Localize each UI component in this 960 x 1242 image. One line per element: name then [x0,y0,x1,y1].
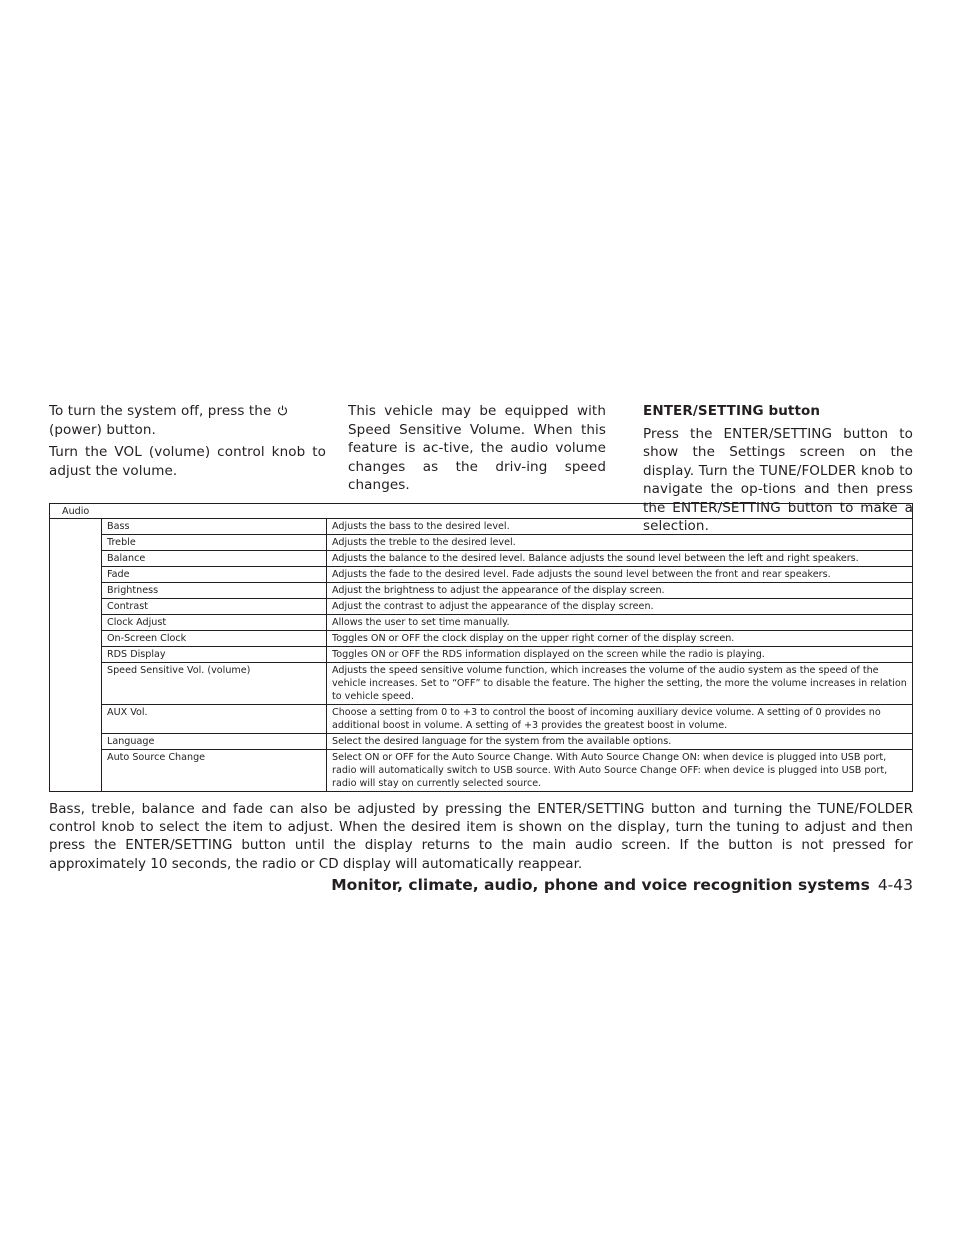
setting-description: Select ON or OFF for the Auto Source Change. With Auto Source Change ON: when device is plugged into USB port, radio will automatically switch to USB source. With Auto Source Change OFF: when device is plugged into USB port, radio will stay on currently selected source. [332,752,888,789]
setting-description: Adjust the brightness to adjust the appearance of the display screen. [332,585,665,596]
setting-name: Clock Adjust [102,615,327,630]
audio-settings-table [49,503,913,792]
table-row [102,631,912,647]
power-off-text: To turn the system off, press the [49,403,272,419]
table-row [102,750,912,791]
setting-name: Balance [102,551,327,566]
setting-description: Choose a setting from 0 to +3 to control the boost of incoming auxiliary device volume. A setting of 0 provides no additional boost in volume. A setting of +3 provides the greatest boost in volume. [332,707,881,731]
setting-name: Speed Sensitive Vol. (volume) [102,663,327,704]
table-row [102,705,912,734]
setting-description: Allows the user to set time manually. [332,617,510,628]
table-row [102,663,912,705]
section-title: Monitor, climate, audio, phone and voice recognition systems [331,876,870,894]
setting-description: Adjusts the bass to the desired level. [332,521,510,532]
table-rows [101,519,912,791]
setting-name: On-Screen Clock [102,631,327,646]
setting-description: Adjusts the speed sensitive volume function, which increases the volume of the audio system as the speed of the vehicle increases. Set to “OFF” to disable the feature. The higher the setting, the more the volume increases in relation to vehicle speed. [332,665,907,702]
table-header-audio: Audio [50,504,912,519]
volume-instruction: Turn the VOL (volume) control knob to adjust the volume. [49,444,326,479]
setting-name: Brightness [102,583,327,598]
table-row [102,519,912,535]
table-row [102,535,912,551]
power-off-instruction [49,402,326,439]
power-icon [277,403,288,414]
setting-name: Auto Source Change [102,750,327,791]
power-button-text: (power) button. [49,421,156,438]
setting-name: AUX Vol. [102,705,327,733]
table-row [102,647,912,663]
setting-description: Toggles ON or OFF the RDS information displayed on the screen while the radio is playing. [332,649,765,660]
speed-sensitive-volume-paragraph: This vehicle may be equipped with Speed Sensitive Volume. When this feature is ac-tive, the audio volume changes as the driv-ing speed changes. [348,403,606,493]
table-row [102,615,912,631]
setting-name: Treble [102,535,327,550]
page-footer [331,876,913,894]
page-number: 4-43 [877,876,913,894]
table-row [102,599,912,615]
table-row [102,551,912,567]
setting-description: Adjusts the fade to the desired level. Fade adjusts the sound level between the front and rear speakers. [332,569,831,580]
setting-name: Bass [102,519,327,534]
setting-name: Fade [102,567,327,582]
table-row [102,734,912,750]
setting-description: Toggles ON or OFF the clock display on the upper right corner of the display screen. [332,633,735,644]
enter-setting-paragraph: Press the ENTER/SETTING button to show the Settings screen on the display. Turn the TUNE/FOLDER knob to navigate the op-tions and then press the ENTER/SETTING button to make a selection. [643,425,913,534]
table-row [102,567,912,583]
setting-description: Adjusts the treble to the desired level. [332,537,516,548]
setting-description: Adjust the contrast to adjust the appearance of the display screen. [332,601,654,612]
setting-description: Select the desired language for the system from the available options. [332,736,672,747]
setting-name: RDS Display [102,647,327,662]
column-left [49,402,326,484]
bass-treble-paragraph: Bass, treble, balance and fade can also be adjusted by pressing the ENTER/SETTING button and turning the TUNE/FOLDER control knob to select the item to adjust. When the desired item is shown on the display, turn the tuning to adjust and then press the ENTER/SETTING button until the display returns to the main audio screen. If the button is not pressed for approximately 10 seconds, the radio or CD display will automatically reappear. [49,801,913,872]
setting-name: Language [102,734,327,749]
setting-name: Contrast [102,599,327,614]
enter-setting-heading: ENTER/SETTING button [643,403,821,419]
table-row [102,583,912,599]
column-middle [348,402,606,499]
setting-description: Adjusts the balance to the desired level. Balance adjusts the sound level between the left and right speakers. [332,553,859,564]
